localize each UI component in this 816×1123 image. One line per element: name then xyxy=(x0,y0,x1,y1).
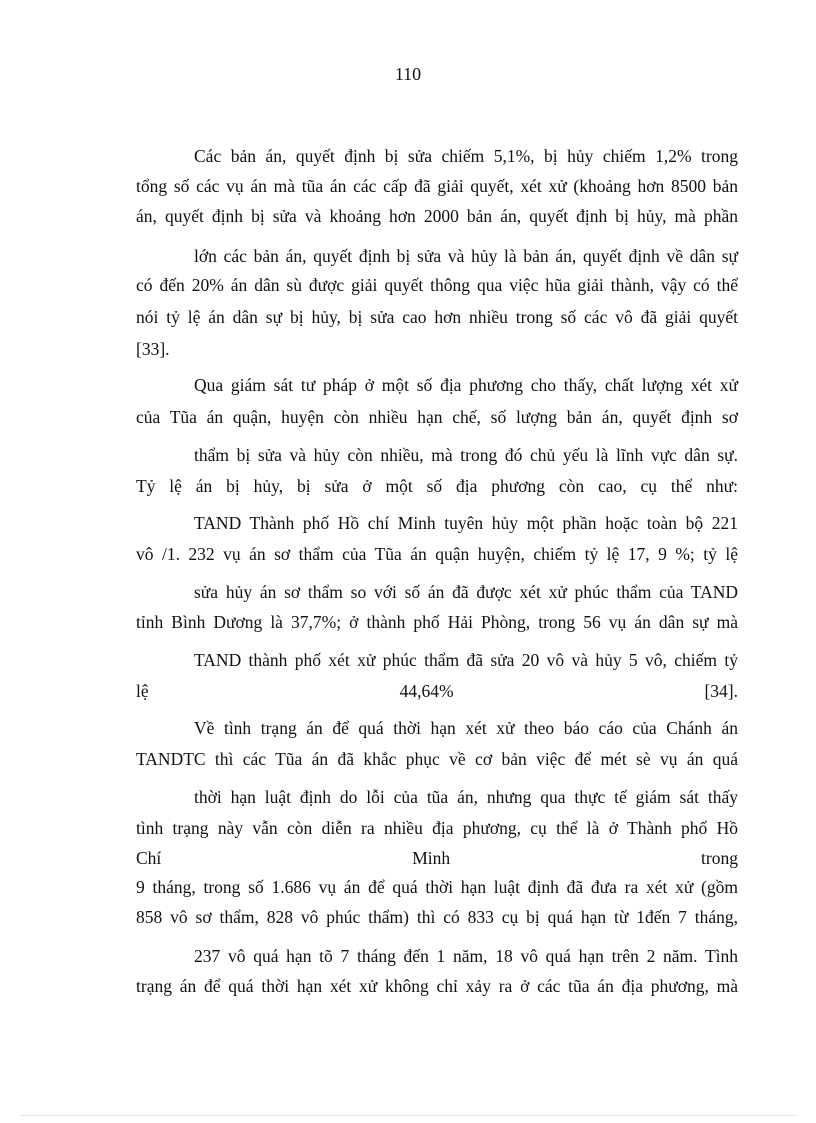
text-fragment: lệ xyxy=(136,681,149,701)
text-line: TAND thành phố xét xử phúc thẩm đã sửa 20 vô và hủy 5 vô, chiếm tỷ xyxy=(194,650,738,670)
page-bottom-divider xyxy=(20,1115,796,1116)
text-fragment: Chí xyxy=(136,848,162,868)
text-fragment: 44,64% xyxy=(399,681,454,701)
text-line: thời hạn luật định do lỗi của tũa án, nhưng qua thực tế giám sát thấy xyxy=(194,787,738,807)
text-line: Các bản án, quyết định bị sửa chiếm 5,1%, bị hủy chiếm 1,2% trong xyxy=(194,146,738,166)
text-line: án, quyết định bị sửa và khoảng hơn 2000 bản án, quyết định bị hủy, mà phần xyxy=(136,206,738,226)
text-line xyxy=(136,846,738,870)
text-line: Qua giám sát tư pháp ở một số địa phương cho thấy, chất lượng xét xử xyxy=(194,375,738,395)
text-line: TANDTC thì các Tũa án đã khắc phục về cơ bản việc để mét sè vụ án quá xyxy=(136,749,738,769)
text-line: tổng số các vụ án mà tũa án các cấp đã giải quyết, xét xử (khoảng hơn 8500 bản xyxy=(136,176,738,196)
text-fragment: [34]. xyxy=(704,681,738,701)
text-line: 237 vô quá hạn tõ 7 tháng đến 1 năm, 18 vô quá hạn trên 2 năm. Tình xyxy=(194,946,738,966)
text-line: Tỷ lệ án bị hủy, bị sửa ở một số địa phương còn cao, cụ thể như: xyxy=(136,476,738,496)
text-line: của Tũa án quận, huyện còn nhiều hạn chế, số lượng bản án, quyết định sơ xyxy=(136,407,738,427)
text-line: tỉnh Bình Dương là 37,7%; ở thành phố Hải Phòng, trong 56 vụ án dân sự mà xyxy=(136,612,738,632)
text-line: tình trạng này vẫn còn diễn ra nhiều địa phương, cụ thể là ở Thành phố Hồ xyxy=(136,818,738,838)
text-line: Về tình trạng án để quá thời hạn xét xử theo báo cáo của Chánh án xyxy=(194,718,738,738)
text-line: [33]. xyxy=(136,339,170,359)
text-line: 9 tháng, trong số 1.686 vụ án để quá thời hạn luật định đã đưa ra xét xử (gồm xyxy=(136,877,738,897)
text-fragment: trong xyxy=(701,848,738,868)
page-number: 110 xyxy=(394,64,422,84)
text-line: TAND Thành phố Hồ chí Minh tuyên hủy một phần hoặc toàn bộ 221 xyxy=(194,513,738,533)
text-fragment: Minh xyxy=(412,848,451,868)
text-line: lớn các bản án, quyết định bị sửa và hủy là bản án, quyết định về dân sự xyxy=(194,246,738,266)
text-line: 858 vô sơ thẩm, 828 vô phúc thẩm) thì có 833 cụ bị quá hạn từ 1đến 7 tháng, xyxy=(136,907,738,927)
text-line: có đến 20% án dân sù được giải quyết thông qua việc hũa giải thành, vậy có thể xyxy=(136,275,738,295)
text-line: trạng án để quá thời hạn xét xử không chỉ xảy ra ở các tũa án địa phương, mà xyxy=(136,976,738,996)
text-line: sửa hủy án sơ thẩm so với số án đã được xét xử phúc thẩm của TAND xyxy=(194,582,738,602)
text-line xyxy=(136,679,738,703)
text-line: thẩm bị sửa và hủy còn nhiều, mà trong đó chủ yếu là lĩnh vực dân sự. xyxy=(194,445,738,465)
text-line: vô /1. 232 vụ án sơ thẩm của Tũa án quận huyện, chiếm tỷ lệ 17, 9 %; tỷ lệ xyxy=(136,544,738,564)
text-line: nói tỷ lệ án dân sự bị hủy, bị sửa cao hơn nhiều trong số các vô đã giải quyết xyxy=(136,307,738,327)
